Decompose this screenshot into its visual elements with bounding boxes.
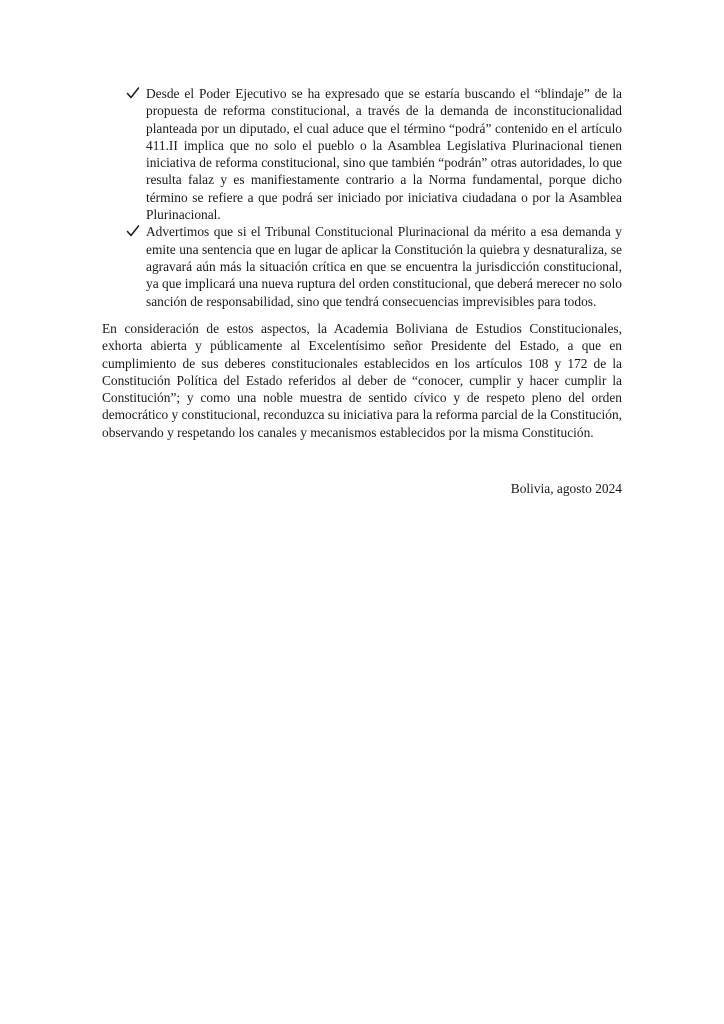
bullet-item <box>126 223 622 309</box>
bullet-text: Advertimos que si el Tribunal Constitucional Plurinacional da mérito a esa demanda y emite una sentencia que en lugar de aplicar la Constitución la quiebra y desnaturaliza, se agravará aún más la situación crítica en que se encuentra la jurisdicción constitucional, ya que implicará una nueva ruptura del orden constitucional, que deberá merecer no solo sanción de responsabilidad, sino que tendrá consecuencias imprevisibles para todos. <box>146 224 622 309</box>
check-icon <box>126 86 140 100</box>
bullet-list <box>126 85 622 310</box>
bullet-text: Desde el Poder Ejecutivo se ha expresado que se estaría buscando el “blindaje” de la propuesta de reforma constitucional, a través de la demanda de inconstitucionalidad planteada por un diputado, el cual aduce que el término “podrá” contenido en el artículo 411.II implica que no solo el pueblo o la Asamblea Legislativa Plurinacional tienen iniciativa de reforma constitucional, sino que también “podrán” otras autoridades, lo que resulta falaz y es manifiestamente contrario a la Norma fundamental, porque dicho término se refiere a que podrá ser iniciado por iniciativa ciudadana o por la Asamblea Plurinacional. <box>146 86 622 223</box>
bullet-item <box>126 85 622 223</box>
place-date: Bolivia, agosto 2024 <box>510 481 622 496</box>
check-icon <box>126 224 140 238</box>
body-paragraph: En consideración de estos aspectos, la Academia Boliviana de Estudios Constitucionales, exhorta abierta y públicamente al Excelentísimo señor Presidente del Estado, a que en cumplimiento de sus deberes constitucionales establecidos en los artículos 108 y 172 de la Constitución Política del Estado referidos al deber de “conocer, cumplir y hacer cumplir la Constitución”; y como una noble muestra de sentido cívico y de respeto pleno del orden democrático y constitucional, reconduzca su iniciativa para la reforma parcial de la Constitución, observando y respetando los canales y mecanismos establecidos por la misma Constitución. <box>102 321 622 440</box>
